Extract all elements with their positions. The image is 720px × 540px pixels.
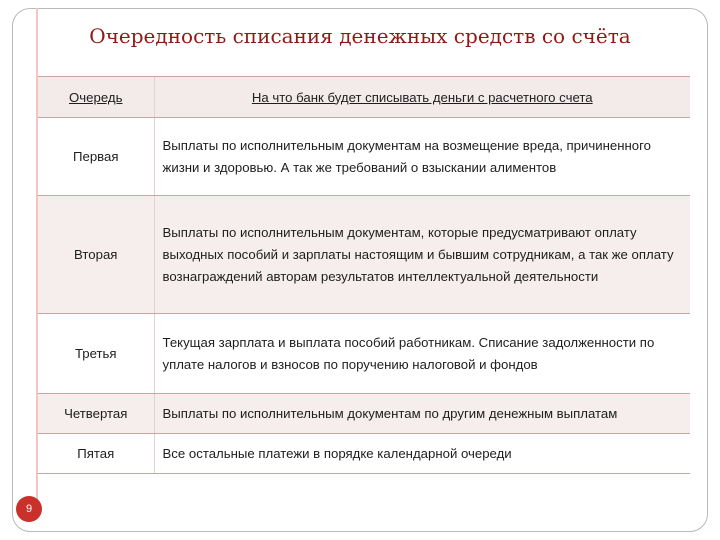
page-number-badge: 9	[16, 496, 42, 522]
header-description: На что банк будет списывать деньги с расчетного счета	[154, 77, 690, 118]
queue-table	[38, 76, 690, 474]
description-cell: Выплаты по исполнительным документам, которые предусматривают оплату выходных пособий и зарплаты настоящим и бывшим сотрудникам, а так же оплату вознаграждений авторам результатов интеллектуальной деятельности	[154, 196, 690, 314]
table-row	[38, 196, 690, 314]
queue-cell: Третья	[38, 314, 154, 394]
table-row	[38, 314, 690, 394]
header-queue: Очередь	[38, 77, 154, 118]
queue-cell: Первая	[38, 118, 154, 196]
description-cell: Выплаты по исполнительным документам на возмещение вреда, причиненного жизни и здоровью. А так же требований о взыскании алиментов	[154, 118, 690, 196]
queue-cell: Пятая	[38, 434, 154, 474]
table-row	[38, 434, 690, 474]
table-row	[38, 118, 690, 196]
queue-cell: Четвертая	[38, 394, 154, 434]
description-cell: Текущая зарплата и выплата пособий работникам. Списание задолженности по уплате налогов и взносов по поручению налоговой и фондов	[154, 314, 690, 394]
description-cell: Выплаты по исполнительным документам по другим денежным выплатам	[154, 394, 690, 434]
table-row	[38, 394, 690, 434]
slide-title: Очередность списания денежных средств со счёта	[89, 24, 631, 48]
queue-cell: Вторая	[38, 196, 154, 314]
table-header-row	[38, 77, 690, 118]
description-cell: Все остальные платежи в порядке календарной очереди	[154, 434, 690, 474]
